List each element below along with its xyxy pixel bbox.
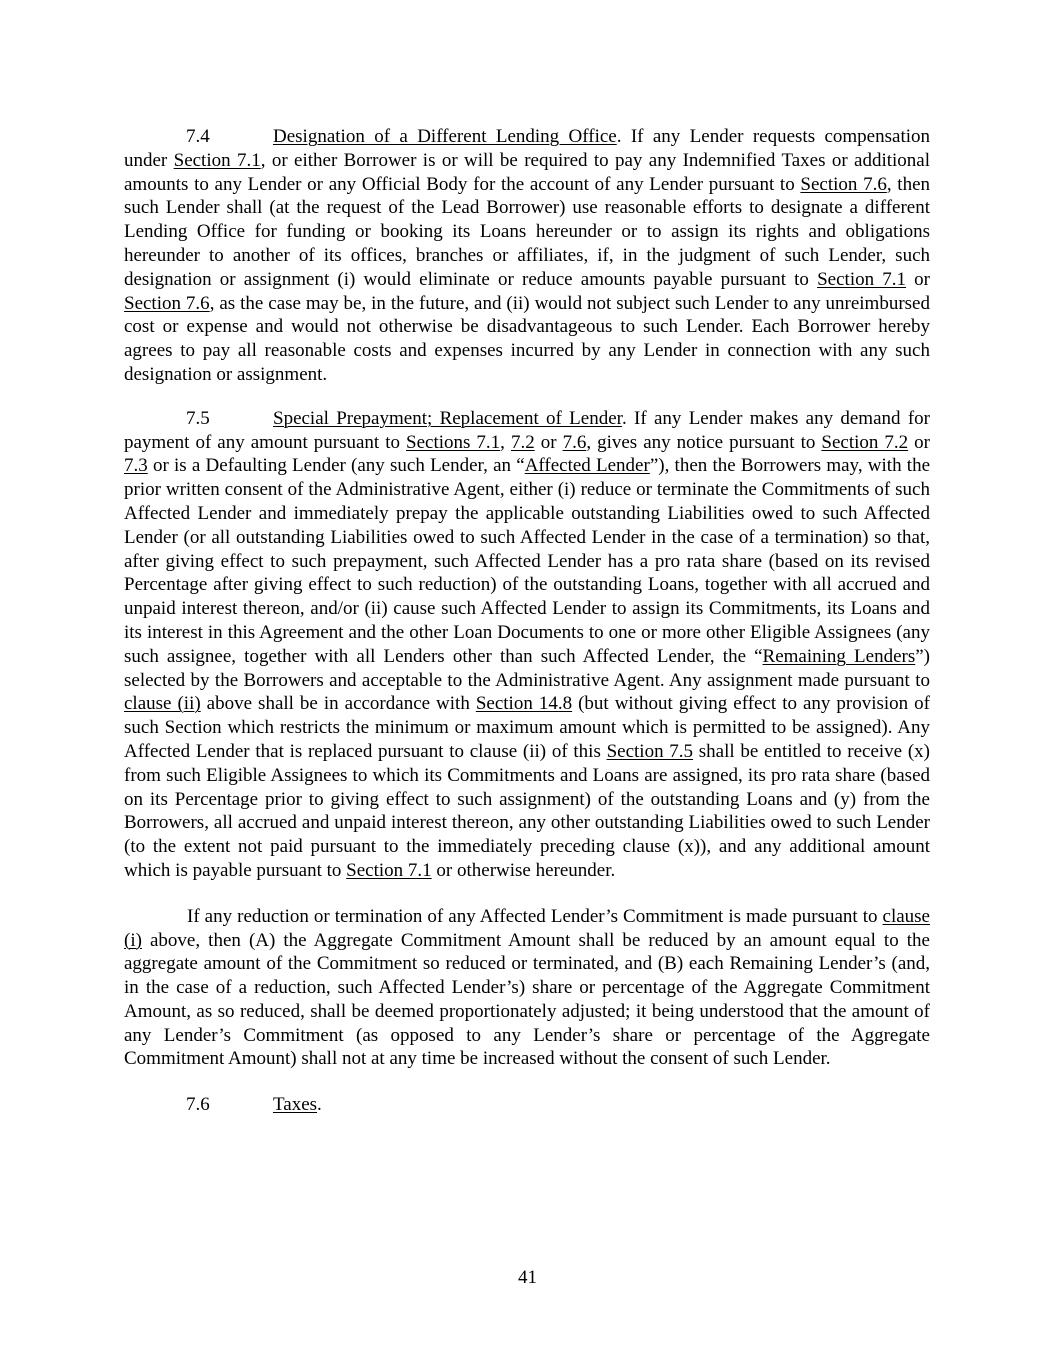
continuation-paragraph: If any reduction or termination of any Affected Lender’s Commitment is made pursuant to clause (i) above, then (A) the Aggregate Commitment Amount shall be reduced by an amount equal to the aggregate amount of the Commitment so reduced or terminated, and (B) each Remaining Lender’s (and, in the case of a reduction, such Affected Lender’s) share or percentage of the Aggregate Commitment Amount, as so reduced, shall be deemed proportionately adjusted; it being understood that the amount of any Lender’s Commitment (as opposed to any Lender’s share or percentage of the Aggregate Commitment Amount) shall not at any time be increased without the consent of such Lender. bbox=[124, 905, 930, 1070]
section-7-5-paragraph: 7.5 Special Prepayment; Replacement of Lender. If any Lender makes any demand for payment of any amount pursuant to Sections 7.1, 7.2 or 7.6, gives any notice pursuant to Section 7.2 or 7.3 or is a Defaulting Lender (any such Lender, an “Affected Lender”), then the Borrowers may, with the prior written consent of the Administrative Agent, either (i) reduce or terminate the Commitments of such Affected Lender and immediately prepay the applicable outstanding Liabilities owed to such Affected Lender (or all outstanding Liabilities owed to such Affected Lender in the case of a termination) so that, after giving effect to such prepayment, such Affected Lender has a pro rata share (based on its revised Percentage after giving effect to such reduction) of the outstanding Loans, together with all accrued and unpaid interest thereon, and/or (ii) cause such Affected Lender to assign its Commitments, its Loans and its interest in this Agreement and the other Loan Documents to one or more other Eligible Assignees (any such assignee, together with all Lenders other than such Affected Lender, the “Remaining Lenders”) selected by the Borrowers and acceptable to the Administrative Agent. Any assignment made pursuant to clause (ii) above shall be in accordance with Section 14.8 (but without giving effect to any provision of such Section which restricts the minimum or maximum amount which is permitted to be assigned). Any Affected Lender that is replaced pursuant to clause (ii) of this Section 7.5 shall be entitled to receive (x) from such Eligible Assignees to which its Commitments and Loans are assigned, its pro rata share (based on its Percentage prior to giving effect to such assignment) of the outstanding Loans and (y) from the Borrowers, all accrued and unpaid interest thereon, any other outstanding Liabilities owed to such Lender (to the extent not paid pursuant to the immediately preceding clause (x)), and any additional amount which is payable pursuant to Section 7.1 or otherwise hereunder. bbox=[124, 407, 931, 881]
section-heading: Taxes bbox=[273, 1094, 318, 1116]
section-reference: Sections 7.1 bbox=[406, 431, 501, 453]
section-reference: Section 7.5 bbox=[606, 740, 694, 762]
section-reference: Section 7.1 bbox=[346, 859, 432, 881]
section-heading: Special Prepayment; Replacement of Lender bbox=[273, 407, 622, 429]
section-reference: Section 7.1 bbox=[173, 149, 261, 171]
defined-term: Remaining Lenders bbox=[762, 645, 916, 667]
section-7-4-paragraph: 7.4 Designation of a Different Lending Office. If any Lender requests compensation under Section 7.1, or either Borrower is or will be required to pay any Indemnified Taxes or additional amounts to any Lender or any Official Body for the account of any Lender pursuant to Section 7.6, then such Lender shall (at the request of the Lead Borrower) use reasonable efforts to designate a different Lending Office for funding or booking its Loans hereunder or to assign its rights and obligations hereunder to another of its offices, branches or affiliates, if, in the judgment of such Lender, such designation or assignment (i) would eliminate or reduce amounts payable pursuant to Section 7.1 or Section 7.6, as the case may be, in the future, and (ii) would not subject such Lender to any unreimbursed cost or expense and would not otherwise be disadvantageous to such Lender. Each Borrower hereby agrees to pay all reasonable costs and expenses incurred by any Lender in connection with any such designation or assignment. bbox=[124, 126, 931, 385]
section-reference: Section 7.2 bbox=[821, 431, 909, 453]
section-reference: 7.2 bbox=[510, 431, 535, 453]
section-heading: Designation of a Different Lending Office bbox=[273, 126, 617, 147]
section-reference: 7.3 bbox=[124, 455, 148, 477]
section-7-6-heading: 7.6 Taxes. bbox=[186, 1094, 322, 1116]
section-number: 7.6 bbox=[186, 1094, 210, 1116]
section-number: 7.5 bbox=[186, 407, 210, 429]
section-reference: 7.6 bbox=[562, 431, 587, 453]
section-reference: Section 7.1 bbox=[817, 268, 907, 290]
section-reference: Section 7.6 bbox=[124, 292, 210, 314]
clause-reference: clause (i) bbox=[124, 905, 930, 951]
section-number: 7.4 bbox=[186, 126, 210, 147]
defined-term: Affected Lender bbox=[524, 455, 650, 477]
section-reference: Section 14.8 bbox=[475, 693, 573, 715]
section-reference: Section 7.6 bbox=[800, 173, 887, 195]
page-number: 41 bbox=[518, 1267, 537, 1288]
document-page bbox=[124, 125, 930, 1117]
clause-reference: clause (ii) bbox=[124, 693, 201, 715]
